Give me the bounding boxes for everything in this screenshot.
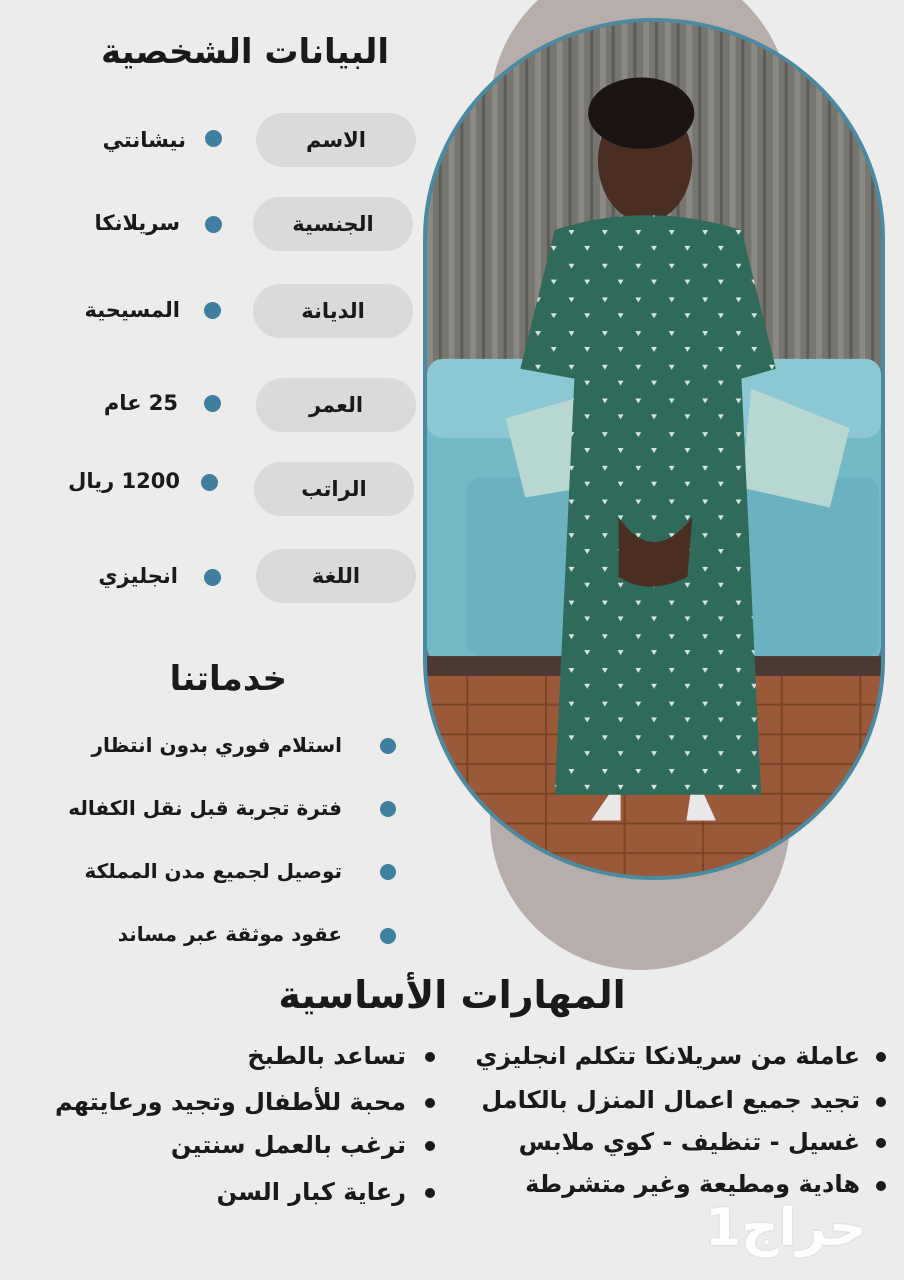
service-item: فترة تجربة قبل نقل الكفاله xyxy=(68,796,342,820)
bullet-dot-icon xyxy=(380,738,396,754)
bullet-icon xyxy=(876,1181,886,1191)
service-item: توصيل لجميع مدن المملكة xyxy=(84,859,342,883)
value-language: انجليزي xyxy=(98,564,178,588)
bullet-dot-icon xyxy=(204,395,221,412)
bullet-icon xyxy=(425,1141,435,1151)
skill-item: هادية ومطيعة وغير متشرطة xyxy=(525,1170,860,1198)
skill-item: ترغب بالعمل سنتين xyxy=(170,1131,406,1159)
value-nationality: سريلانكا xyxy=(94,211,180,235)
skills-title: المهارات الأساسية xyxy=(278,973,626,1017)
bullet-icon xyxy=(425,1098,435,1108)
label-name: الاسم xyxy=(256,113,416,167)
label-language: اللغة xyxy=(256,549,416,603)
bullet-icon xyxy=(425,1052,435,1062)
value-salary: 1200 ريال xyxy=(68,469,180,493)
bullet-icon xyxy=(425,1188,435,1198)
service-item: عقود موثقة عبر مساند xyxy=(117,922,342,946)
bullet-dot-icon xyxy=(380,928,396,944)
bullet-dot-icon xyxy=(380,801,396,817)
value-age: 25 عام xyxy=(103,391,178,415)
bullet-dot-icon xyxy=(204,302,221,319)
bullet-icon xyxy=(876,1052,886,1062)
skill-item: عاملة من سريلانكا تتكلم انجليزي xyxy=(475,1042,860,1070)
bullet-dot-icon xyxy=(205,216,222,233)
bullet-dot-icon xyxy=(205,130,222,147)
personal-data-title: البيانات الشخصية xyxy=(100,32,389,72)
skill-item: تجيد جميع اعمال المنزل بالكامل xyxy=(481,1086,860,1114)
value-religion: المسيحية xyxy=(84,298,180,322)
label-nationality: الجنسية xyxy=(253,197,413,251)
services-title: خدماتنا xyxy=(169,659,287,699)
skill-item: غسيل - تنظيف - كوي ملابس xyxy=(518,1128,860,1156)
label-salary: الراتب xyxy=(254,462,414,516)
label-age: العمر xyxy=(256,378,416,432)
watermark: حراج1 xyxy=(705,1198,867,1258)
label-religion: الديانة xyxy=(253,284,413,338)
service-item: استلام فوري بدون انتظار xyxy=(91,733,342,757)
bullet-dot-icon xyxy=(204,569,221,586)
worker-photo-illustration xyxy=(427,22,881,876)
bullet-icon xyxy=(876,1138,886,1148)
skill-item: رعاية كبار السن xyxy=(216,1178,406,1206)
value-name: نيشانتي xyxy=(102,128,186,152)
skill-item: تساعد بالطبخ xyxy=(247,1042,406,1070)
bullet-dot-icon xyxy=(380,864,396,880)
bullet-icon xyxy=(876,1097,886,1107)
bullet-dot-icon xyxy=(201,474,218,491)
worker-photo xyxy=(423,18,885,880)
skill-item: محبة للأطفال وتجيد ورعايتهم xyxy=(54,1088,406,1116)
